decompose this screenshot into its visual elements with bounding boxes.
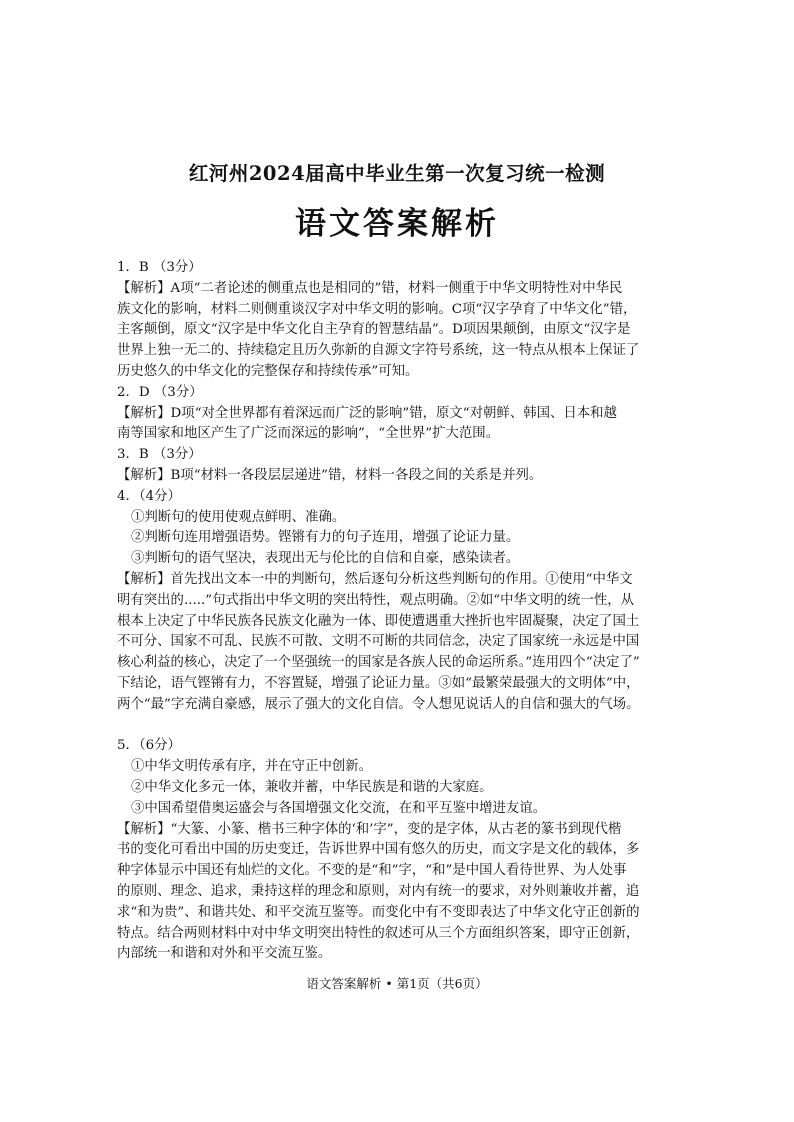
q5-analysis-line: 内部统一和谐和对外和平交流互鉴。 [117,946,332,962]
q2-analysis-line: 【解析】D项“对全世界都有着深远而广泛的影响”错，原文“对朝鲜、韩国、日本和越 [117,405,617,421]
question-2-answer: 2．D （3分） [117,384,203,400]
q5-analysis-line: 种字体显示中国还有灿烂的文化。不变的是“和”字，“和”是中国人看待世界、为人处事 [117,863,627,879]
q5-analysis-line: 特点。结合两则材料中对中华文明突出特性的叙述可从三个方面组织答案，即守正创新， [117,925,640,941]
q5-analysis-line: 【解析】“大篆、小篆、楷书三种字体的‘和’字”，变的是字体，从古老的篆书到现代楷 [117,821,622,837]
q1-analysis-line: 世界上独一无二的、持续稳定且历久弥新的自源文字符号系统，这一特点从根本上保证了 [117,343,640,359]
answer-content [117,258,689,965]
q5-point: ③中国希望借奥运盛会与各国增强文化交流，在和平互鉴中增进友谊。 [131,800,547,816]
q1-analysis-line: 族文化的影响，材料二则侧重谈汉字对中华文明的影响。C项“汉字孕育了中华文化”错， [117,301,637,317]
q2-analysis-line: 南等国家和地区产生了广泛而深远的影响”，“全世界”扩大范围。 [117,426,500,442]
q4-analysis-line: 两个“最”字充满自豪感，展示了强大的文化自信。令人想见说话人的自信和强大的气场。 [117,696,640,712]
question-1-answer: 1．B （3分） [117,260,202,275]
q4-analysis-line: 【解析】首先找出文本一中的判断句，然后逐句分析这些判断句的作用。①使用“中华文 [117,571,633,587]
q4-analysis-line: 不可分、国家不可乱、民族不可散、文明不可断的共同信念，决定了国家统一永远是中国 [117,634,640,650]
question-3-answer: 3．B （3分） [117,447,202,463]
q5-point: ②中华文化多元一体，兼收并蓄，中华民族是和谐的大家庭。 [131,779,493,795]
q5-analysis-line: 书的变化可看出中国的历史变迁，告诉世界中国有悠久的历史，而文字是文化的载体，多 [117,842,640,858]
q5-point: ①中华文明传承有序，并在守正中创新。 [131,759,373,775]
exam-title: 红河州2024届高中毕业生第一次复习统一检测 [188,162,606,185]
blank-line [117,716,689,737]
q4-point: ①判断句的使用使观点鲜明、准确。 [131,509,346,525]
q3-analysis-line: 【解析】B项“材料一各段层层递进”错，材料一各段之间的关系是并列。 [117,467,543,483]
q4-point: ②判断句连用增强语势。铿锵有力的句子连用，增强了论证力量。 [131,530,520,546]
document-title: 语文答案解析 [295,206,499,242]
q4-analysis-line: 根本上决定了中华民族各民族文化融为一体、即使遭遇重大挫折也牢固凝聚，决定了国土 [117,613,640,629]
q1-analysis-line: 主客颠倒，原文“汉字是中华文化自主孕育的智慧结晶”。D项因果颠倒，由原文“汉字是 [117,322,631,338]
q4-analysis-line: 核心利益的核心，决定了一个坚强统一的国家是各族人民的命运所系。”连用四个“决定了” [117,655,640,671]
q1-analysis-line: 历史悠久的中华文化的完整保存和持续传承”可知。 [117,363,419,379]
q4-point: ③判断句的语气坚决，表现出无与伦比的自信和自豪，感染读者。 [131,551,520,567]
question-4-answer: 4．（4分） [117,488,181,504]
q4-analysis-line: 下结论，语气铿锵有力，不容置疑，增强了论证力量。③如“最繁荣最强大的文明体”中， [117,675,640,691]
q4-analysis-line: 明有突出的.....”句式指出中华文明的突出特性，观点明确。②如“中华文明的统一性，从 [117,592,635,608]
q1-analysis-line: 【解析】A项“二者论述的侧重点也是相同的”错，材料一侧重于中华文明特性对中华民 [117,280,623,296]
q5-analysis-line: 的原则、理念、追求，秉持这样的理念和原则，对内有统一的要求，对外则兼收并蓄，追 [117,883,640,899]
question-5-answer: 5．（6分） [117,738,181,754]
q5-analysis-line: 求“和为贵”、和谐共处、和平交流互鉴等。而变化中有不变即表达了中华文化守正创新的 [117,904,640,920]
page-footer: 语文答案解析 • 第1页（共6页） [306,976,488,991]
